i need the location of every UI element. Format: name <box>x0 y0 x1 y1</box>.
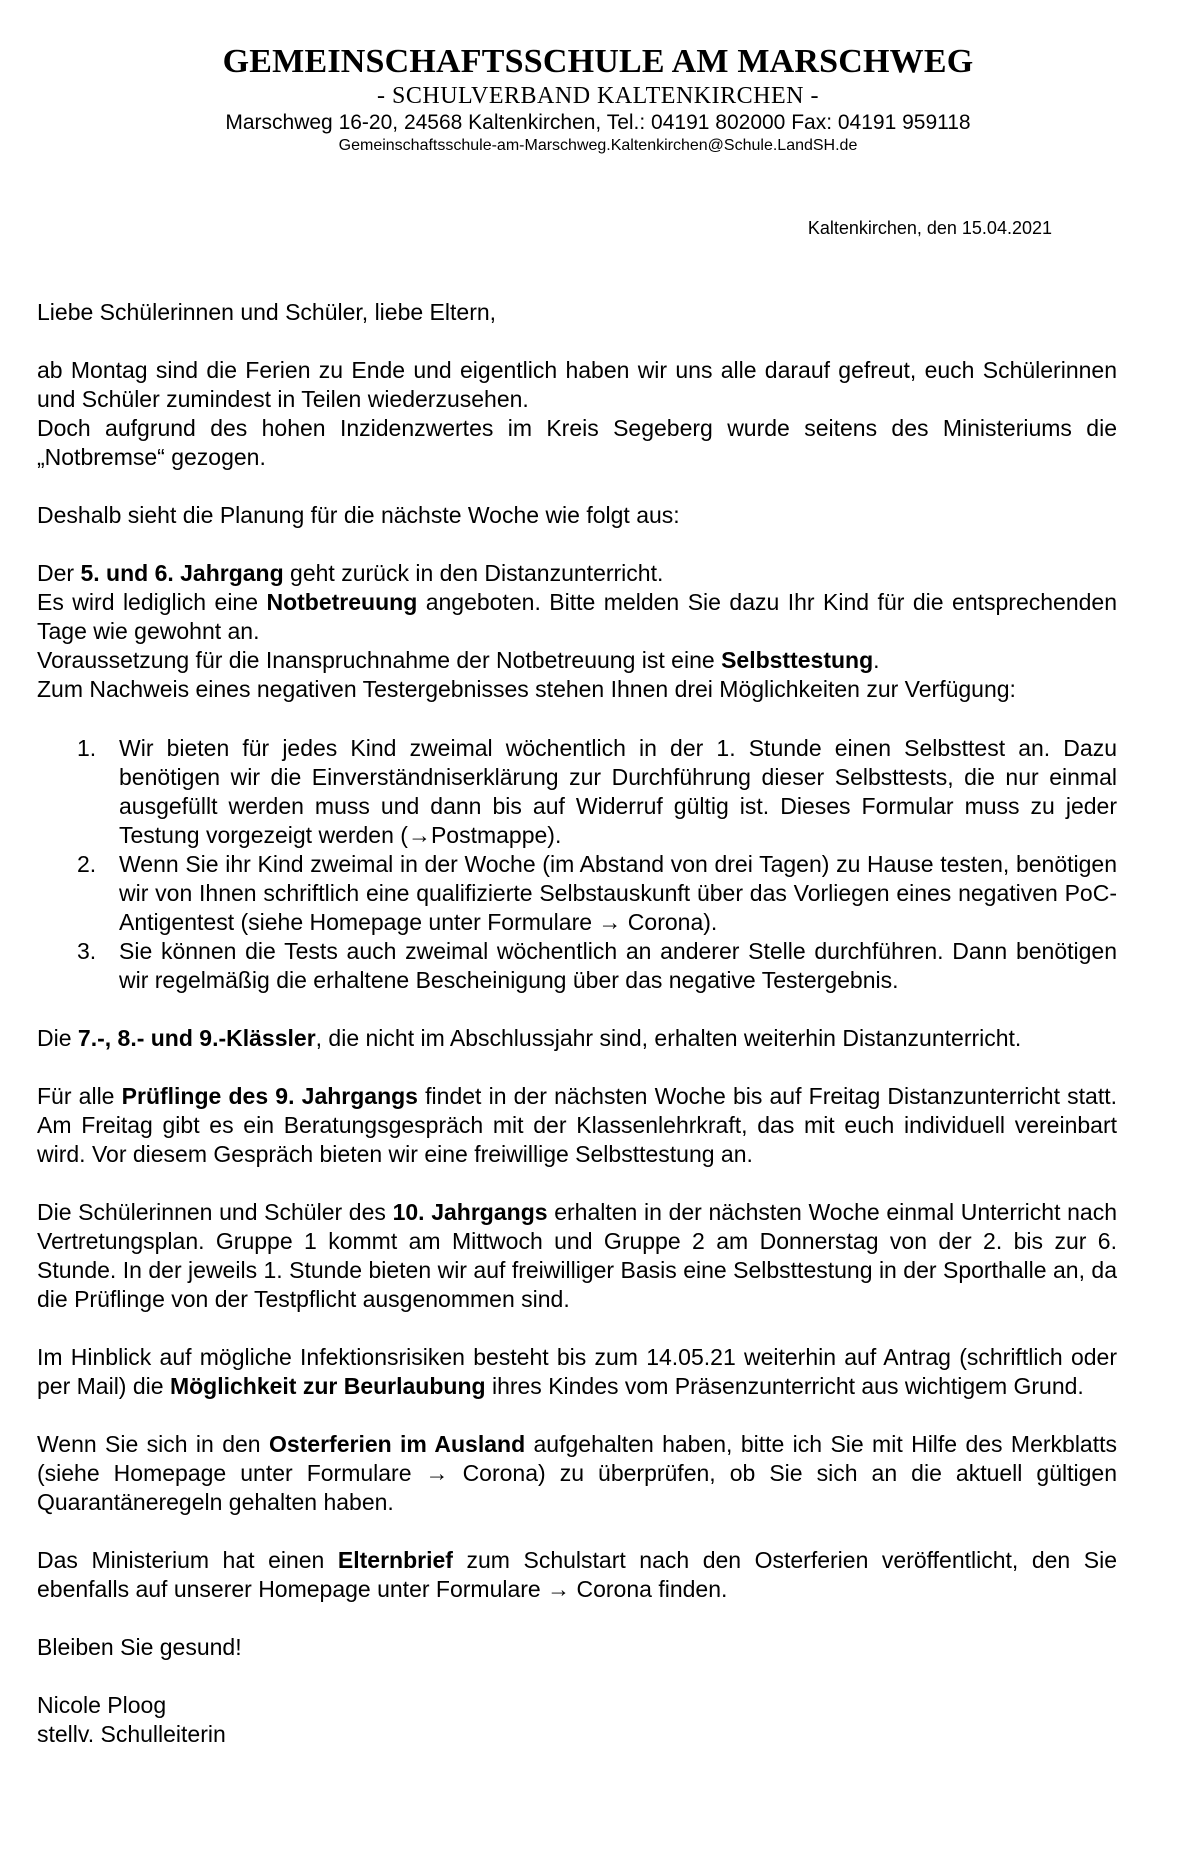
paragraph-jahrgang-10: Die Schülerinnen und Schüler des 10. Jahrgangs erhalten in der nächsten Woche einmal Unterricht nach Vertretungsplan. Gruppe 1 kommt am Mittwoch und Gruppe 2 am Donnerstag von der 2. bis zur 6. Stunde. In der jeweils 1. Stunde bieten wir auf freiwilliger Basis eine Selbsttestung in der Sporthalle an, da die Prüflinge von der Testpflicht ausgenommen sind. <box>37 1199 1118 1312</box>
school-email: Gemeinschaftsschule-am-Marschweg.Kaltenkirchen@Schule.LandSH.de <box>338 137 858 154</box>
paragraph-beurlaubung: Im Hinblick auf mögliche Infektionsrisiken besteht bis zum 14.05.21 weiterhin auf Antrag (schriftlich oder per Mail) die Möglichkeit zur Beurlaubung ihres Kindes vom Präsenzunterricht aus wichtigem Grund. <box>37 1344 1117 1399</box>
letterhead <box>0 0 1196 156</box>
signature-name: Nicole Ploog <box>37 1692 167 1718</box>
list-item: 2. Wenn Sie ihr Kind zweimal in der Woche (im Abstand von drei Tagen) zu Hause testen, benötigen wir von Ihnen schriftlich eine qualifizierte Selbstauskunft über das Vorliegen eines negativen PoC-Antigentest (siehe Homepage unter Formulare → Corona). <box>77 851 1117 935</box>
letter-body <box>37 298 1117 1749</box>
paragraph-nachweis: Zum Nachweis eines negativen Testergebnisses stehen Ihnen drei Möglichkeiten zur Verfügung: <box>37 676 1016 702</box>
letter-date: Kaltenkirchen, den 15.04.2021 <box>807 218 1052 238</box>
paragraph-ausland: Wenn Sie sich in den Osterferien im Ausland aufgehalten haben, bitte ich Sie mit Hilfe des Merkblatts (siehe Homepage unter Formulare → Corona) zu überprüfen, ob Sie sich an die aktuell gültigen Quarantäneregeln gehalten haben. <box>37 1431 1117 1515</box>
closing: Bleiben Sie gesund! <box>37 1634 242 1660</box>
school-address: Marschweg 16-20, 24568 Kaltenkirchen, Tel.: 04191 802000 Fax: 04191 959118 <box>225 111 971 134</box>
paragraph-intro: ab Montag sind die Ferien zu Ende und eigentlich haben wir uns alle darauf gefreut, euch Schülerinnen und Schüler zumindest in Teilen wiederzusehen. <box>37 357 1117 412</box>
school-association: - SCHULVERBAND KALTENKIRCHEN - <box>377 83 819 109</box>
paragraph-elternbrief: Das Ministerium hat einen Elternbrief zum Schulstart nach den Osterferien veröffentlicht, den Sie ebenfalls auf unserer Homepage unter Formulare → Corona finden. <box>37 1547 1117 1602</box>
paragraph-pruflinge-9: Für alle Prüflinge des 9. Jahrgangs findet in der nächsten Woche bis auf Freitag Distanzunterricht statt. Am Freitag gibt es ein Beratungsgespräch mit der Klassenlehrkraft, das mit euch individuell vereinbart wird. Vor diesem Gespräch bieten wir eine freiwillige Selbsttestung an. <box>37 1083 1118 1167</box>
test-options-list <box>37 734 1117 995</box>
paragraph-notbetreuung: Es wird lediglich eine Notbetreuung angeboten. Bitte melden Sie dazu Ihr Kind für die entsprechenden Tage wie gewohnt an. <box>37 589 1117 644</box>
paragraph-planning: Deshalb sieht die Planung für die nächste Woche wie folgt aus: <box>37 502 680 528</box>
paragraph-selbsttestung: Voraussetzung für die Inanspruchnahme der Notbetreuung ist eine Selbsttestung. <box>37 647 880 673</box>
paragraph-jahrgang-5-6: Der 5. und 6. Jahrgang geht zurück in den Distanzunterricht. <box>37 560 664 586</box>
paragraph-jahrgang-7-9: Die 7.-, 8.- und 9.-Klässler, die nicht im Abschlussjahr sind, erhalten weiterhin Distanzunterricht. <box>37 1025 1022 1051</box>
paragraph-notbremse: Doch aufgrund des hohen Inzidenzwertes im Kreis Segeberg wurde seitens des Ministeriums die „Notbremse“ gezogen. <box>37 415 1117 470</box>
salutation: Liebe Schülerinnen und Schüler, liebe Eltern, <box>37 299 497 325</box>
list-item: 3. Sie können die Tests auch zweimal wöchentlich an anderer Stelle durchführen. Dann benötigen wir regelmäßig die erhaltene Bescheinigung über das negative Testergebnis. <box>77 938 1117 993</box>
school-name: GEMEINSCHAFTSSCHULE AM MARSCHWEG <box>222 43 974 80</box>
list-item: 1. Wir bieten für jedes Kind zweimal wöchentlich in der 1. Stunde einen Selbsttest an. Dazu benötigen wir die Einverständniserklärung zur Durchführung dieser Selbsttests, die nur einmal ausgefüllt werden muss und dann bis auf Widerruf gültig ist. Dieses Formular muss zu jeder Testung vorgezeigt werden (→Postmappe). <box>77 735 1117 848</box>
signature-title: stellv. Schulleiterin <box>37 1721 226 1747</box>
